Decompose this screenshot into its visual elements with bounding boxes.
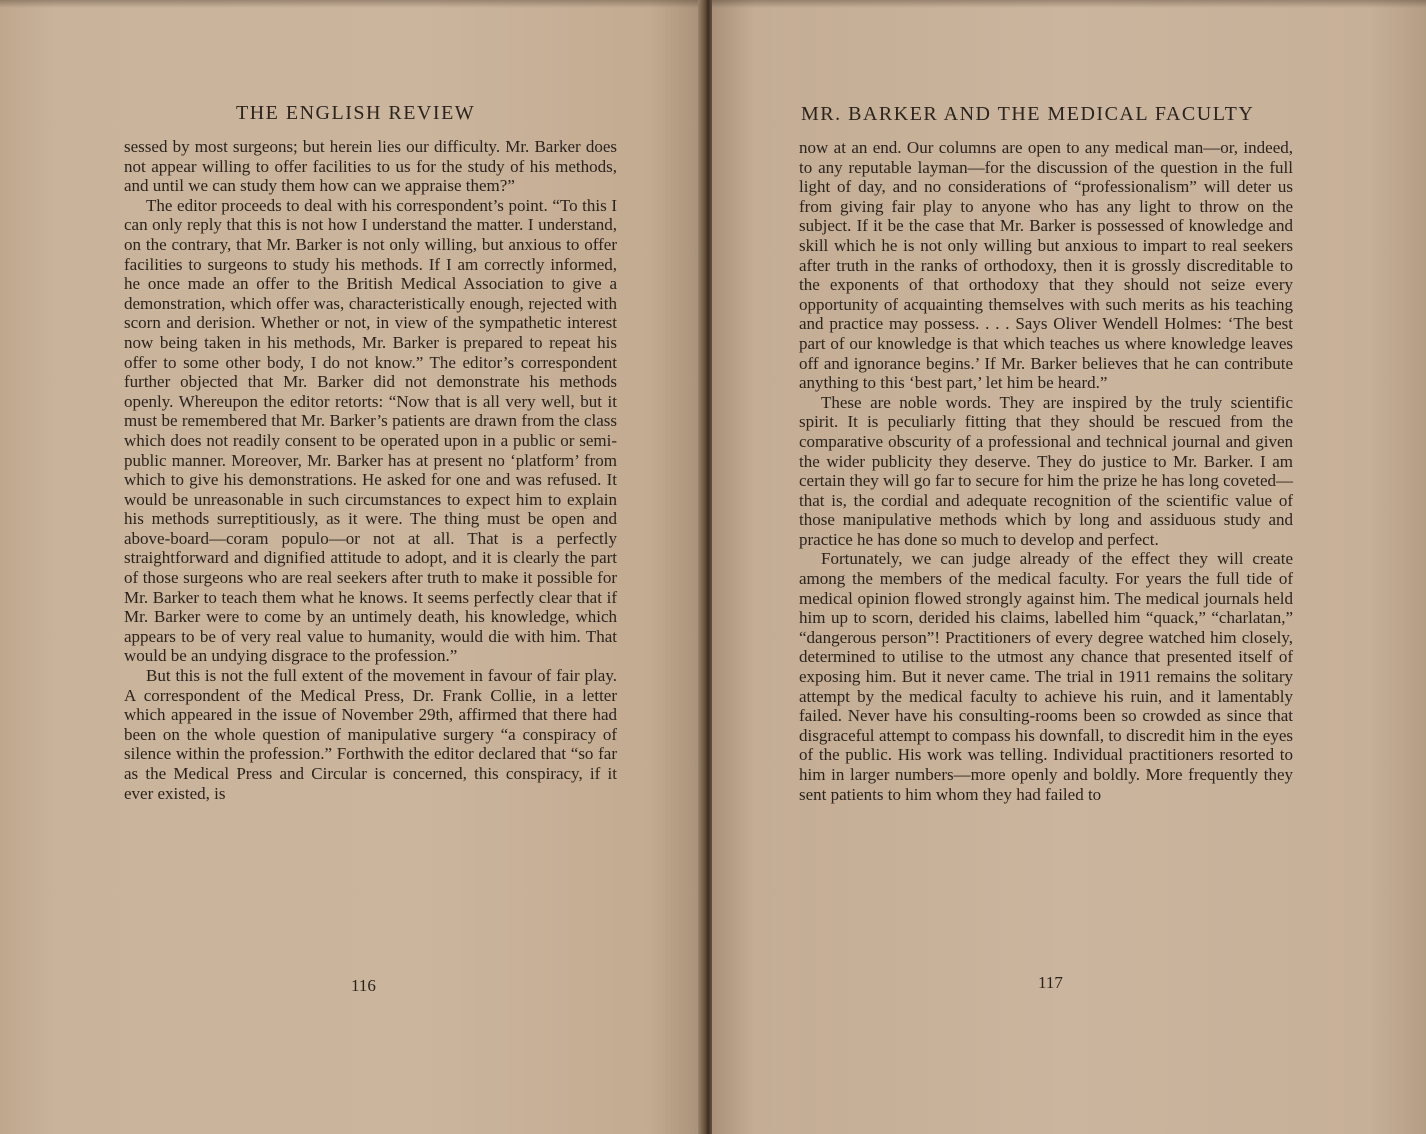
page-edge-shadow — [712, 0, 1426, 8]
page-edge-shadow — [0, 0, 706, 8]
right-page — [712, 0, 1426, 1134]
paragraph: Fortunately, we can judge already of the effect they will create among the members of the medical faculty. For years the full tide of medical opinion flowed strongly against him. The medical journals held him up to scorn, derided his claims, labelled him “quack,” “charlatan,” “dangerous person”! Practitioners of every degree watched him closely, determined to utilise to the utmost any chance that presented itself of exposing him. But it never came. The trial in 1911 remains the solitary attempt by the medical faculty to achieve his ruin, and it lamentably failed. Never have his consulting-rooms been so crowded as since that disgraceful attempt to compass his downfall, to discredit him in the eyes of the public. His work was telling. Individual practitioners resorted to him in larger numbers—more openly and boldly. More frequently they sent patients to him whom they had failed to — [799, 549, 1293, 804]
page-body — [124, 137, 617, 803]
page-number: 116 — [351, 976, 376, 995]
paragraph: But this is not the full extent of the movement in favour of fair play. A correspondent of the Medical Press, Dr. Frank Collie, in a letter which appeared in the issue of November 29th, affirmed that there had been on the whole question of manipulative surgery “a conspiracy of silence within the profession.” Forthwith the editor declared that “so far as the Medical Press and Circular is concerned, this conspiracy, if it ever existed, is — [124, 666, 617, 803]
running-head: MR. BARKER AND THE MEDICAL FACULTY — [801, 103, 1255, 125]
paragraph: now at an end. Our columns are open to any medical man—or, indeed, to any reputable layman—for the discussion of the question in the full light of day, and no considerations of “professionalism” will deter us from giving fair play to anyone who has any light to throw on the subject. If it be the case that Mr. Barker is possessed of knowledge and skill which he is not only willing but anxious to impart to real seekers after truth in the ranks of orthodoxy, then it is grossly discreditable to the exponents of that orthodoxy that they should not seize every opportunity of acquainting themselves with such merits as his teaching and practice may possess. . . . Says Oliver Wendell Holmes: ‘The best part of our knowledge is that which teaches us where knowledge leaves off and ignorance begins.’ If Mr. Barker believes that he can contribute anything to this ‘best part,’ let him be heard.” — [799, 138, 1293, 393]
paragraph: The editor proceeds to deal with his correspondent’s point. “To this I can only reply that this is not how I understand the matter. I understand, on the contrary, that Mr. Barker is not only willing, but anxious to offer facilities to surgeons to study his methods. If I am correctly informed, he once made an offer to the British Medical Association to give a demonstration, which offer was, characteristically enough, rejected with scorn and derision. Whether or not, in view of the sympathetic interest now being taken in his methods, Mr. Barker is prepared to repeat his offer to some other body, I do not know.” The editor’s correspondent further objected that Mr. Barker did not demonstrate his methods openly. Whereupon the editor retorts: “Now that is all very well, but it must be remembered that Mr. Barker’s patients are drawn from the class which does not readily consent to be operated upon in a public or semi-public manner. Moreover, Mr. Barker has at present no ‘platform’ from which to give his demonstrations. He asked for one and was refused. It would be unreasonable in such circumstances to expect him to explain his methods surreptitiously, as it were. The thing must be open and above-board—coram populo—or not at all. That is a perfectly straightforward and dignified attitude to adopt, and it is clearly the part of those surgeons who are real seekers after truth to make it possible for Mr. Barker to teach them what he knows. It seems perfectly clear that if Mr. Barker were to come by an untimely death, his knowledge, which appears to be of very real value to humanity, would die with him. That would be an undying disgrace to the profession.” — [124, 195, 617, 666]
paragraph: These are noble words. They are inspired by the truly scientific spirit. It is peculiarly fitting that they should be rescued from the comparative obscurity of a professional and technical journal and given the wider publicity they deserve. They do justice to Mr. Barker. I am certain they will go far to secure for him the prize he has long coveted—that is, the cordial and adequate recognition of the scientific value of those manipulative methods which by long and assiduous study and practice he has done so much to develop and perfect. — [799, 392, 1293, 549]
left-page — [0, 0, 706, 1134]
page-body — [799, 138, 1293, 804]
paragraph: sessed by most surgeons; but herein lies our difficulty. Mr. Barker does not appear willing to offer facilities to us for the study of his methods, and until we can study them how can we appraise them?” — [124, 137, 617, 196]
running-head: THE ENGLISH REVIEW — [236, 102, 476, 124]
page-number: 117 — [1038, 973, 1063, 992]
